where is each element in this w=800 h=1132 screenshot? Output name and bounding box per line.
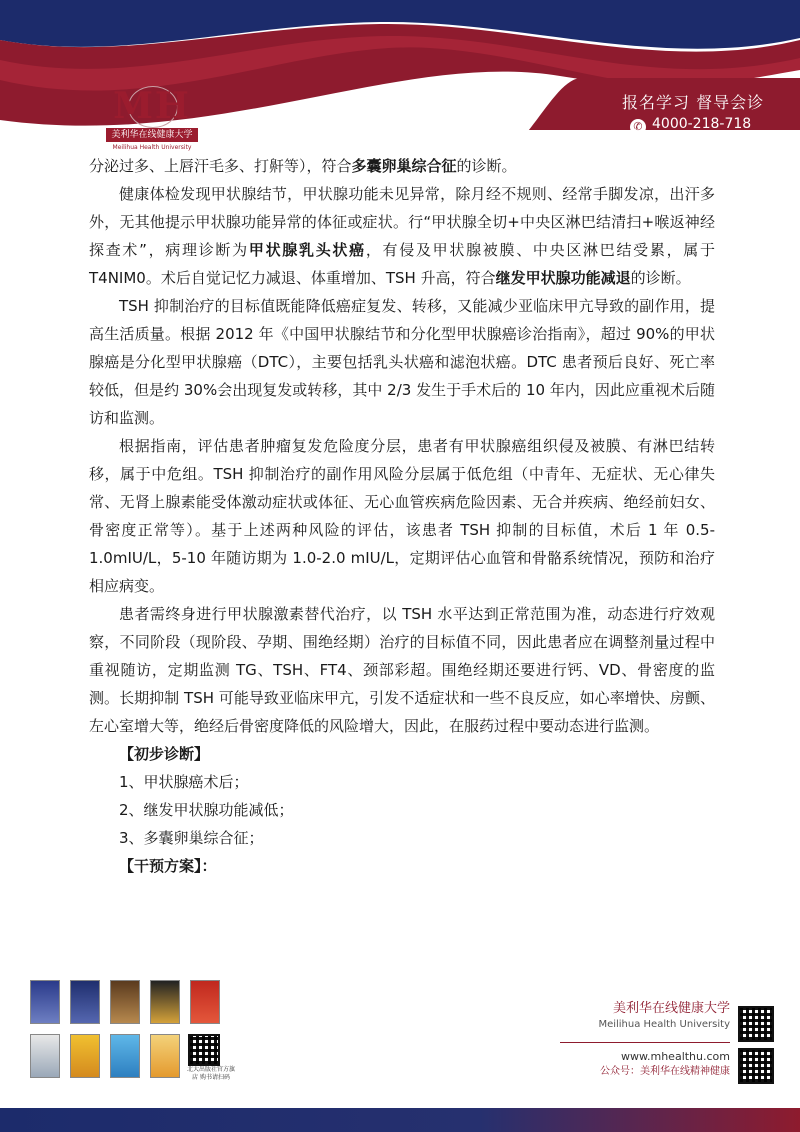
paragraph-3: 根据指南，评估患者肿瘤复发危险度分层，患者有甲状腺癌组织侵及被膜、有淋巴结转移，属于中危组。TSH 抑制治疗的副作用风险分层属于低危组（中青年、无症状、无心律失常、无肾上腺素能受体激动症状或体征、无心血管疾病危险因素、无合并疾病、绝经前妇女、骨密度正常等）。基于上述两种风险的评估，该患者 TSH 抑制的目标值，术后 1 年 0.5-1.0mIU/L，5-10 年随访期为 1.0-2.0 mIU/L，定期评估心血管和骨骼系统情况，预防和治疗相应病变。 <box>89 437 715 595</box>
footer-wechat: 公众号：美利华在线精神健康 <box>600 1066 730 1077</box>
document-body <box>89 152 715 880</box>
header-slogan: 报名学习 督导会诊 <box>622 93 765 112</box>
paragraph-1: 健康体检发现甲状腺结节，甲状腺功能未见异常，除月经不规则、经常手脚发凉，出汗多外，无其他提示甲状腺功能异常的体征或症状。行“甲状腺全切+中央区淋巴结清扫+喉返神经探查术”，病理诊断为甲状腺乳头状癌，有侵及甲状腺被膜、中央区淋巴结受累，属于 T4NIM0。术后自觉记忆力减退、体重增加、TSH 升高，符合继发甲状腺功能减退的诊断。 <box>89 185 715 287</box>
paragraph-4: 患者需终身进行甲状腺激素替代治疗，以 TSH 水平达到正常范围为准，动态进行疗效观察，不同阶段（现阶段、孕期、围绝经期）治疗的目标值不同，因此患者应在调整剂量过程中重视随访，定期监测 TG、TSH、FT4、颈部彩超。围绝经期还要进行钙、VD、骨密度的监测。长期抑制 TSH 可能导致亚临床甲亢，引发不适症状和一些不良反应，如心率增快、房颤、左心室增大等，绝经后骨密度降低的风险增大，因此，在服药过程中要动态进行监测。 <box>89 605 715 735</box>
logo-cn-name: 美利华在线健康大学 <box>106 128 198 142</box>
book-cover <box>110 980 140 1024</box>
qr-code-icon <box>738 1048 774 1084</box>
book-cover <box>150 980 180 1024</box>
header-hotline <box>630 116 751 135</box>
diagnosis-item: 3、多囊卵巢综合征； <box>119 829 264 847</box>
footer-university-info <box>560 1000 730 1079</box>
bold-term: 多囊卵巢综合征 <box>351 157 457 175</box>
hotline-number: 4000-218-718 <box>652 116 752 132</box>
footer-university-cn: 美利华在线健康大学 <box>612 1001 730 1016</box>
bold-term: 甲状腺乳头状癌 <box>248 241 366 259</box>
qr-caption: 北大出版社官方旗店 购书请扫码 <box>186 1066 235 1081</box>
footer-url: www.mhealthu.com <box>621 1050 730 1063</box>
footer-divider <box>560 1042 730 1043</box>
intervention-heading: 【干预方案】： <box>119 857 217 875</box>
bold-term: 继发甲状腺功能减退 <box>495 269 631 287</box>
qr-code-icon <box>188 1034 220 1066</box>
book-cover <box>70 980 100 1024</box>
qr-code-icon <box>738 1006 774 1042</box>
book-cover <box>150 1034 180 1078</box>
diagnosis-heading: 【初步诊断】 <box>119 745 210 763</box>
book-cover <box>110 1034 140 1078</box>
paragraph-0: 分泌过多、上唇汗毛多、打鼾等），符合多囊卵巢综合征的诊断。 <box>89 157 517 175</box>
book-cover <box>70 1034 100 1078</box>
footer-bar <box>0 1108 800 1132</box>
logo-mark: MH <box>113 85 191 127</box>
diagnosis-item: 1、甲状腺癌术后； <box>119 773 249 791</box>
book-cover <box>30 1034 60 1078</box>
footer-university-en: Meilihua Health University <box>598 1019 730 1030</box>
logo-en-name: Meilihua Health University <box>112 144 192 151</box>
book-cover <box>190 980 220 1024</box>
phone-icon: ✆ <box>630 119 646 135</box>
diagnosis-item: 2、继发甲状腺功能减低； <box>119 801 294 819</box>
paragraph-2: TSH 抑制治疗的目标值既能降低癌症复发、转移，又能减少亚临床甲亢导致的副作用，提高生活质量。根据 2012 年《中国甲状腺结节和分化型甲状腺癌诊治指南》，超过 90%的甲状腺癌是分化型甲状腺癌（DTC），主要包括乳头状癌和滤泡状癌。DTC 患者预后良好、死亡率较低，但是约 30%会出现复发或转移，其中 2/3 发生于手术后的 10 年内，因此应重视术后随访和监测。 <box>89 297 715 427</box>
university-logo <box>100 84 204 158</box>
book-cover <box>30 980 60 1024</box>
